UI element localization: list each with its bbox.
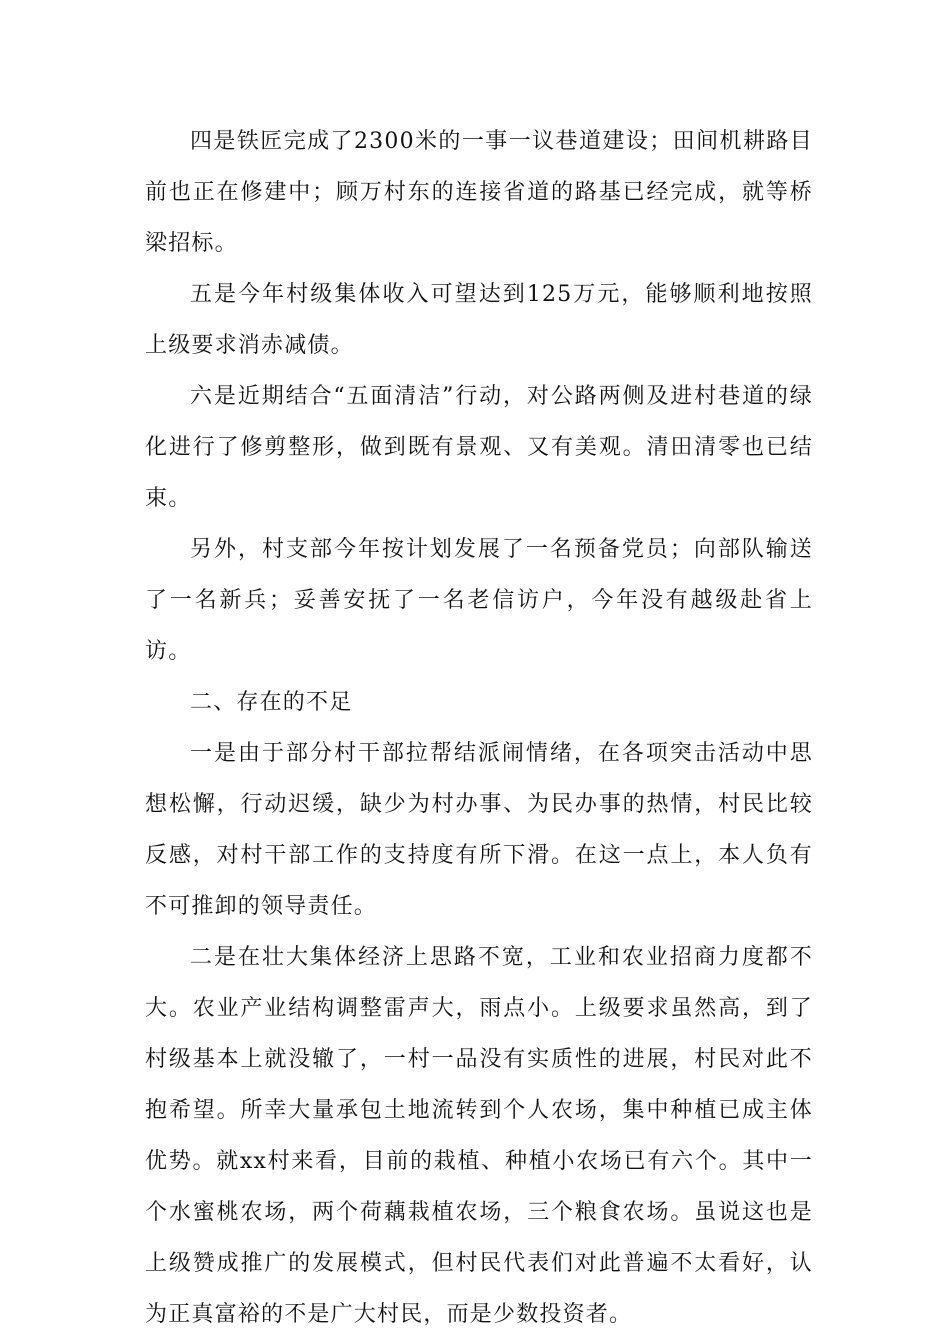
paragraph-collective-income: 五是今年村级集体收入可望达到125万元，能够顺利地按照上级要求消赤减债。 — [145, 282, 813, 358]
paragraph-road-construction: 四是铁匠完成了2300米的一事一议巷道建设；田间机耕路目前也正在修建中；顾万村东的连接省道的路基已经完成，就等桥梁招标。 — [145, 129, 813, 256]
document-body — [145, 116, 813, 1340]
paragraph-other-work: 另外，村支部今年按计划发展了一名预备党员；向部队输送了一名新兵；妥善安抚了一名老信访户，今年没有越级赴省上访。 — [145, 537, 813, 664]
paragraph-shortcoming-two: 二是在壮大集体经济上思路不宽，工业和农业招商力度都不大。农业产业结构调整雷声大，雨点小。上级要求虽然高，到了村级基本上就没辙了，一村一品没有实质性的进展，村民对此不抱希望。所幸大量承包土地流转到个人农场，集中种植已成主体优势。就xx村来看，目前的栽植、种植小农场已有六个。其中一个水蜜桃农场，两个荷藕栽植农场，三个粮食农场。虽说这也是上级赞成推广的发展模式，但村民代表们对此普遍不太看好，认为正真富裕的不是广大村民，而是少数投资者。 — [145, 945, 813, 1327]
paragraph-greening: 六是近期结合“五面清洁”行动，对公路两侧及进村巷道的绿化进行了修剪整形，做到既有景观、又有美观。清田清零也已结束。 — [145, 384, 813, 511]
section-heading-shortcomings: 二、存在的不足 — [190, 690, 353, 715]
paragraph-shortcoming-one: 一是由于部分村干部拉帮结派闹情绪，在各项突击活动中思想松懈，行动迟缓，缺少为村办事、为民办事的热情，村民比较反感，对村干部工作的支持度有所下滑。在这一点上，本人负有不可推卸的领导责任。 — [145, 741, 813, 919]
